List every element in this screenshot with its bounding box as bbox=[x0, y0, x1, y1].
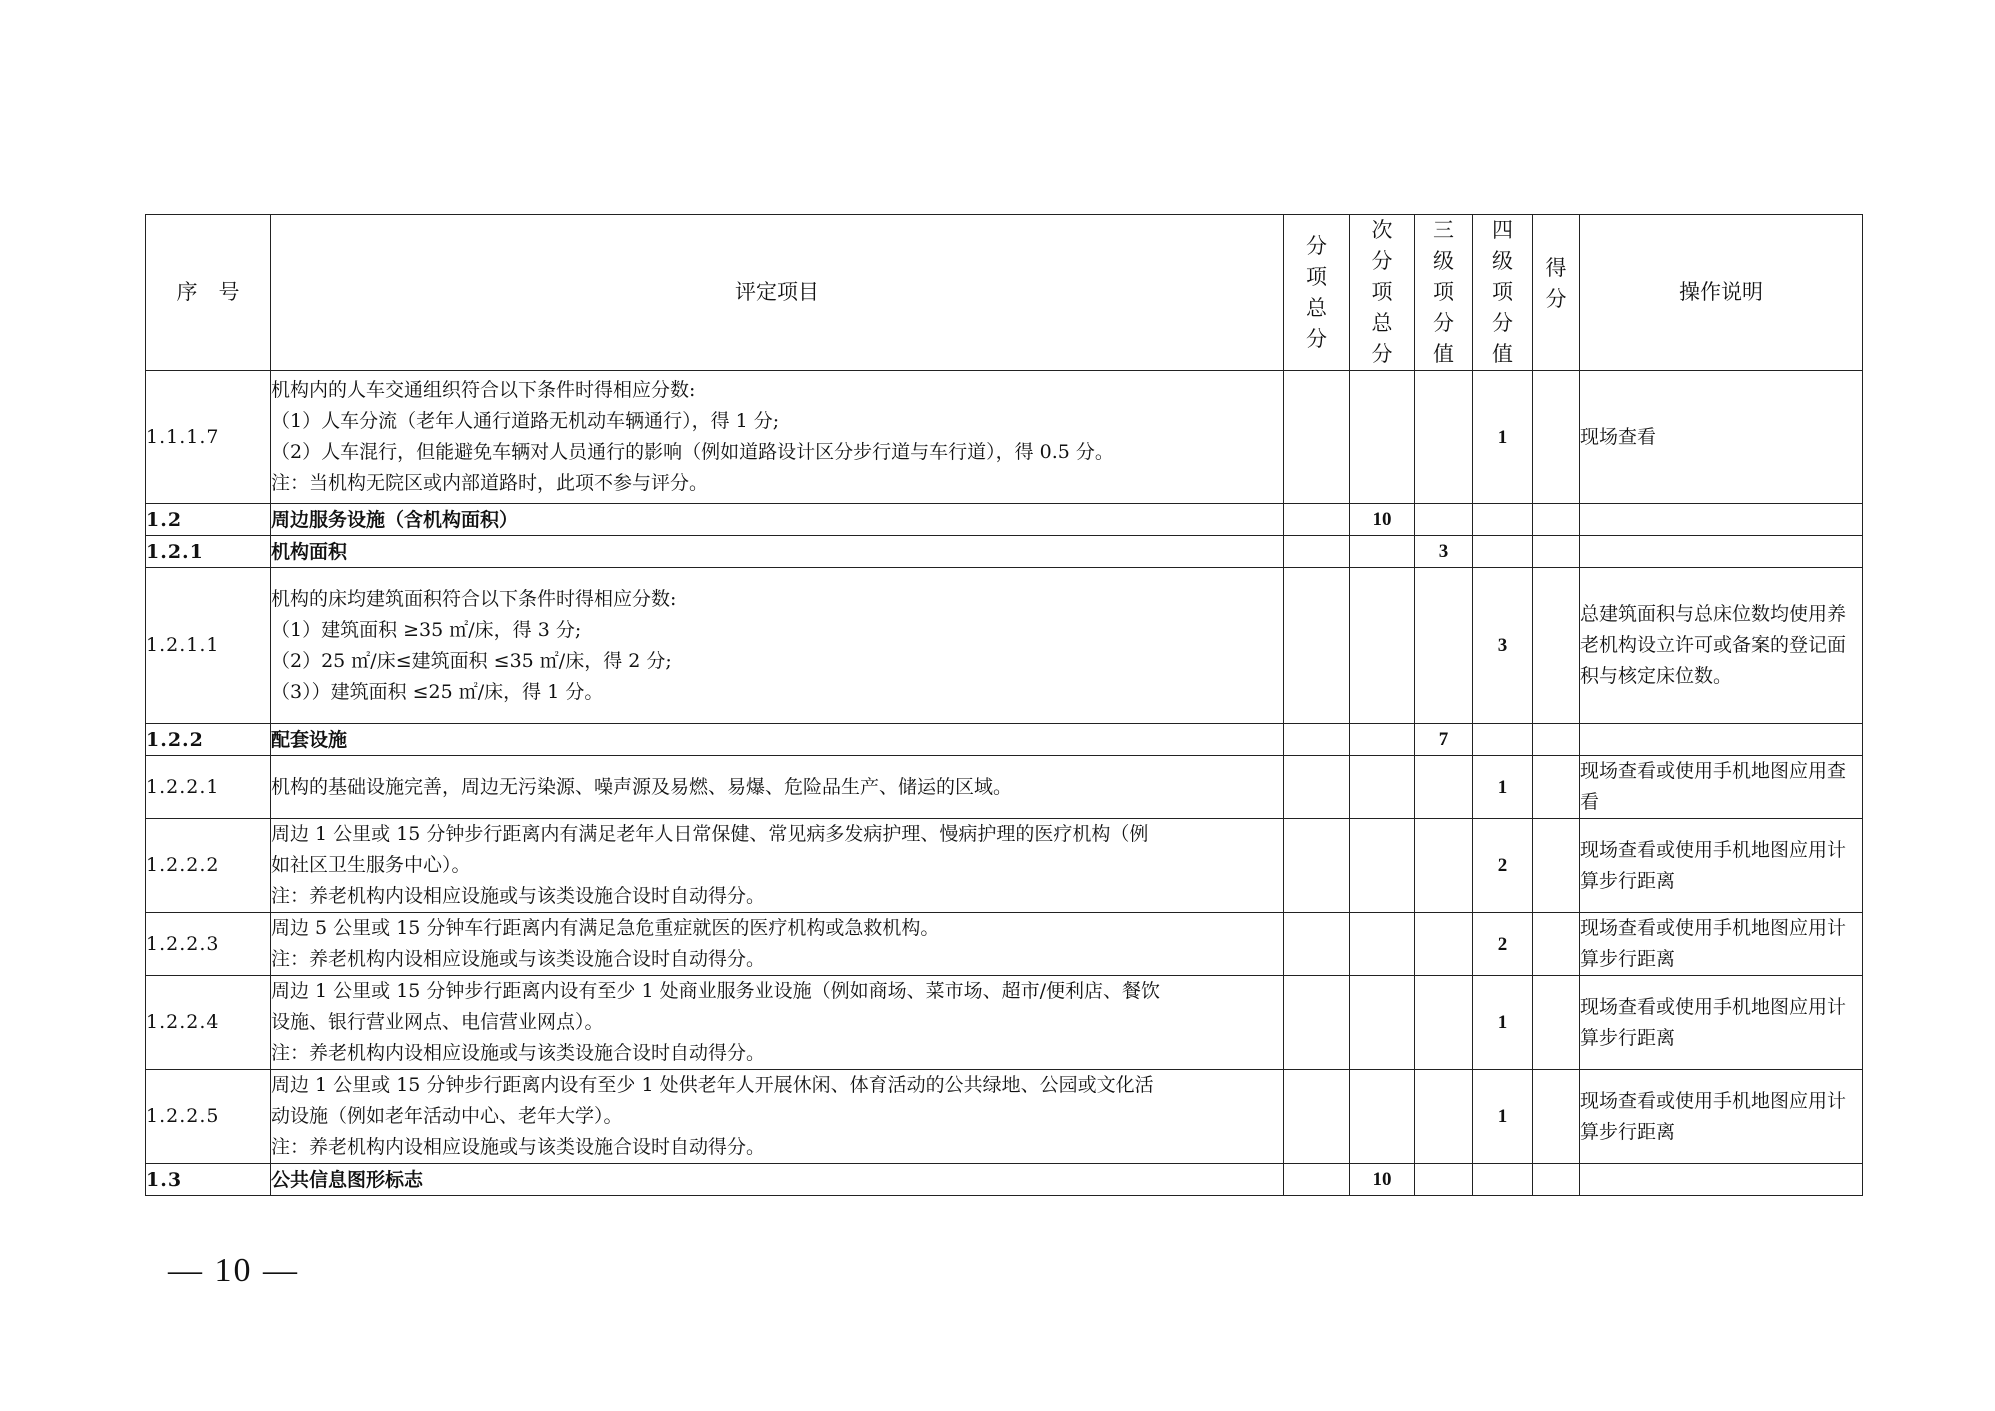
secondary-total: 10 bbox=[1350, 504, 1415, 536]
table-row bbox=[146, 756, 1863, 819]
row-number: 1.2.2.2 bbox=[146, 819, 271, 913]
header-note: 操作说明 bbox=[1580, 215, 1863, 371]
row-note: 现场查看或使用手机地图应用计算步行距离 bbox=[1580, 976, 1863, 1070]
row-note: 现场查看或使用手机地图应用计算步行距离 bbox=[1580, 1070, 1863, 1164]
row-content: 周边 5 公里或 15 分钟车行距离内有满足急危重症就医的医疗机构或急救机构。 注：养老机构内设相应设施或与该类设施合设时自动得分。 bbox=[271, 913, 1284, 976]
table-row bbox=[146, 1070, 1863, 1164]
row-note: 现场查看或使用手机地图应用查看 bbox=[1580, 756, 1863, 819]
header-score: 得 分 bbox=[1533, 215, 1580, 371]
row-content: 机构的床均建筑面积符合以下条件时得相应分数: （1）建筑面积 ≥35 ㎡/床，得 3 分; （2）25 ㎡/床≤建筑面积 ≤35 ㎡/床，得 2 分; （3））建筑面积 ≤25 ㎡/床，得 1 分。 bbox=[271, 568, 1284, 724]
row-number: 1.1.1.7 bbox=[146, 371, 271, 504]
row-number: 1.2 bbox=[146, 504, 271, 536]
section-title: 机构面积 bbox=[271, 536, 1284, 568]
level4-score: 1 bbox=[1473, 976, 1533, 1070]
section-row bbox=[146, 1164, 1863, 1196]
header-level4-score: 四 级 项 分 值 bbox=[1473, 215, 1533, 371]
section-row bbox=[146, 536, 1863, 568]
row-number: 1.2.2.5 bbox=[146, 1070, 271, 1164]
level4-score: 2 bbox=[1473, 819, 1533, 913]
row-number: 1.2.2.1 bbox=[146, 756, 271, 819]
row-number: 1.2.2.4 bbox=[146, 976, 271, 1070]
level4-score: 1 bbox=[1473, 756, 1533, 819]
header-sub-total: 分 项 总 分 bbox=[1284, 215, 1350, 371]
row-note: 现场查看 bbox=[1580, 371, 1863, 504]
table-row bbox=[146, 913, 1863, 976]
section-row bbox=[146, 504, 1863, 536]
header-level3-score: 三 级 项 分 值 bbox=[1415, 215, 1473, 371]
section-title: 配套设施 bbox=[271, 724, 1284, 756]
row-content: 周边 1 公里或 15 分钟步行距离内设有至少 1 处供老年人开展休闲、体育活动的公共绿地、公园或文化活 动设施（例如老年活动中心、老年大学）。 注：养老机构内设相应设施或与该类设施合设时自动得分。 bbox=[271, 1070, 1284, 1164]
header-secondary-total: 次 分 项 总 分 bbox=[1350, 215, 1415, 371]
section-title: 周边服务设施（含机构面积） bbox=[271, 504, 1284, 536]
row-content: 机构的基础设施完善，周边无污染源、噪声源及易燃、易爆、危险品生产、储运的区域。 bbox=[271, 756, 1284, 819]
table-row bbox=[146, 371, 1863, 504]
header-item: 评定项目 bbox=[271, 215, 1284, 371]
row-note: 现场查看或使用手机地图应用计算步行距离 bbox=[1580, 819, 1863, 913]
level3-score: 7 bbox=[1415, 724, 1473, 756]
secondary-total: 10 bbox=[1350, 1164, 1415, 1196]
level4-score: 1 bbox=[1473, 371, 1533, 504]
evaluation-table bbox=[145, 214, 1863, 1196]
level3-score: 3 bbox=[1415, 536, 1473, 568]
row-number: 1.2.1.1 bbox=[146, 568, 271, 724]
row-content: 周边 1 公里或 15 分钟步行距离内设有至少 1 处商业服务业设施（例如商场、菜市场、超市/便利店、餐饮 设施、银行营业网点、电信营业网点）。 注：养老机构内设相应设施或与该类设施合设时自动得分。 bbox=[271, 976, 1284, 1070]
header-row bbox=[146, 215, 1863, 371]
row-number: 1.2.1 bbox=[146, 536, 271, 568]
row-note: 现场查看或使用手机地图应用计算步行距离 bbox=[1580, 913, 1863, 976]
section-row bbox=[146, 724, 1863, 756]
row-content: 机构内的人车交通组织符合以下条件时得相应分数: （1）人车分流（老年人通行道路无机动车辆通行），得 1 分; （2）人车混行，但能避免车辆对人员通行的影响（例如道路设计区分步行道与车行道），得 0.5 分。 注：当机构无院区或内部道路时，此项不参与评分。 bbox=[271, 371, 1284, 504]
row-number: 1.2.2 bbox=[146, 724, 271, 756]
table-row bbox=[146, 819, 1863, 913]
row-number: 1.3 bbox=[146, 1164, 271, 1196]
row-number: 1.2.2.3 bbox=[146, 913, 271, 976]
header-seq: 序 号 bbox=[146, 215, 271, 371]
table-row bbox=[146, 568, 1863, 724]
page-number: — 10 — bbox=[168, 1252, 299, 1289]
level4-score: 2 bbox=[1473, 913, 1533, 976]
level4-score: 1 bbox=[1473, 1070, 1533, 1164]
row-note: 总建筑面积与总床位数均使用养老机构设立许可或备案的登记面积与核定床位数。 bbox=[1580, 568, 1863, 724]
level4-score: 3 bbox=[1473, 568, 1533, 724]
section-title: 公共信息图形标志 bbox=[271, 1164, 1284, 1196]
table-row bbox=[146, 976, 1863, 1070]
row-content: 周边 1 公里或 15 分钟步行距离内有满足老年人日常保健、常见病多发病护理、慢病护理的医疗机构（例 如社区卫生服务中心）。 注：养老机构内设相应设施或与该类设施合设时自动得分。 bbox=[271, 819, 1284, 913]
